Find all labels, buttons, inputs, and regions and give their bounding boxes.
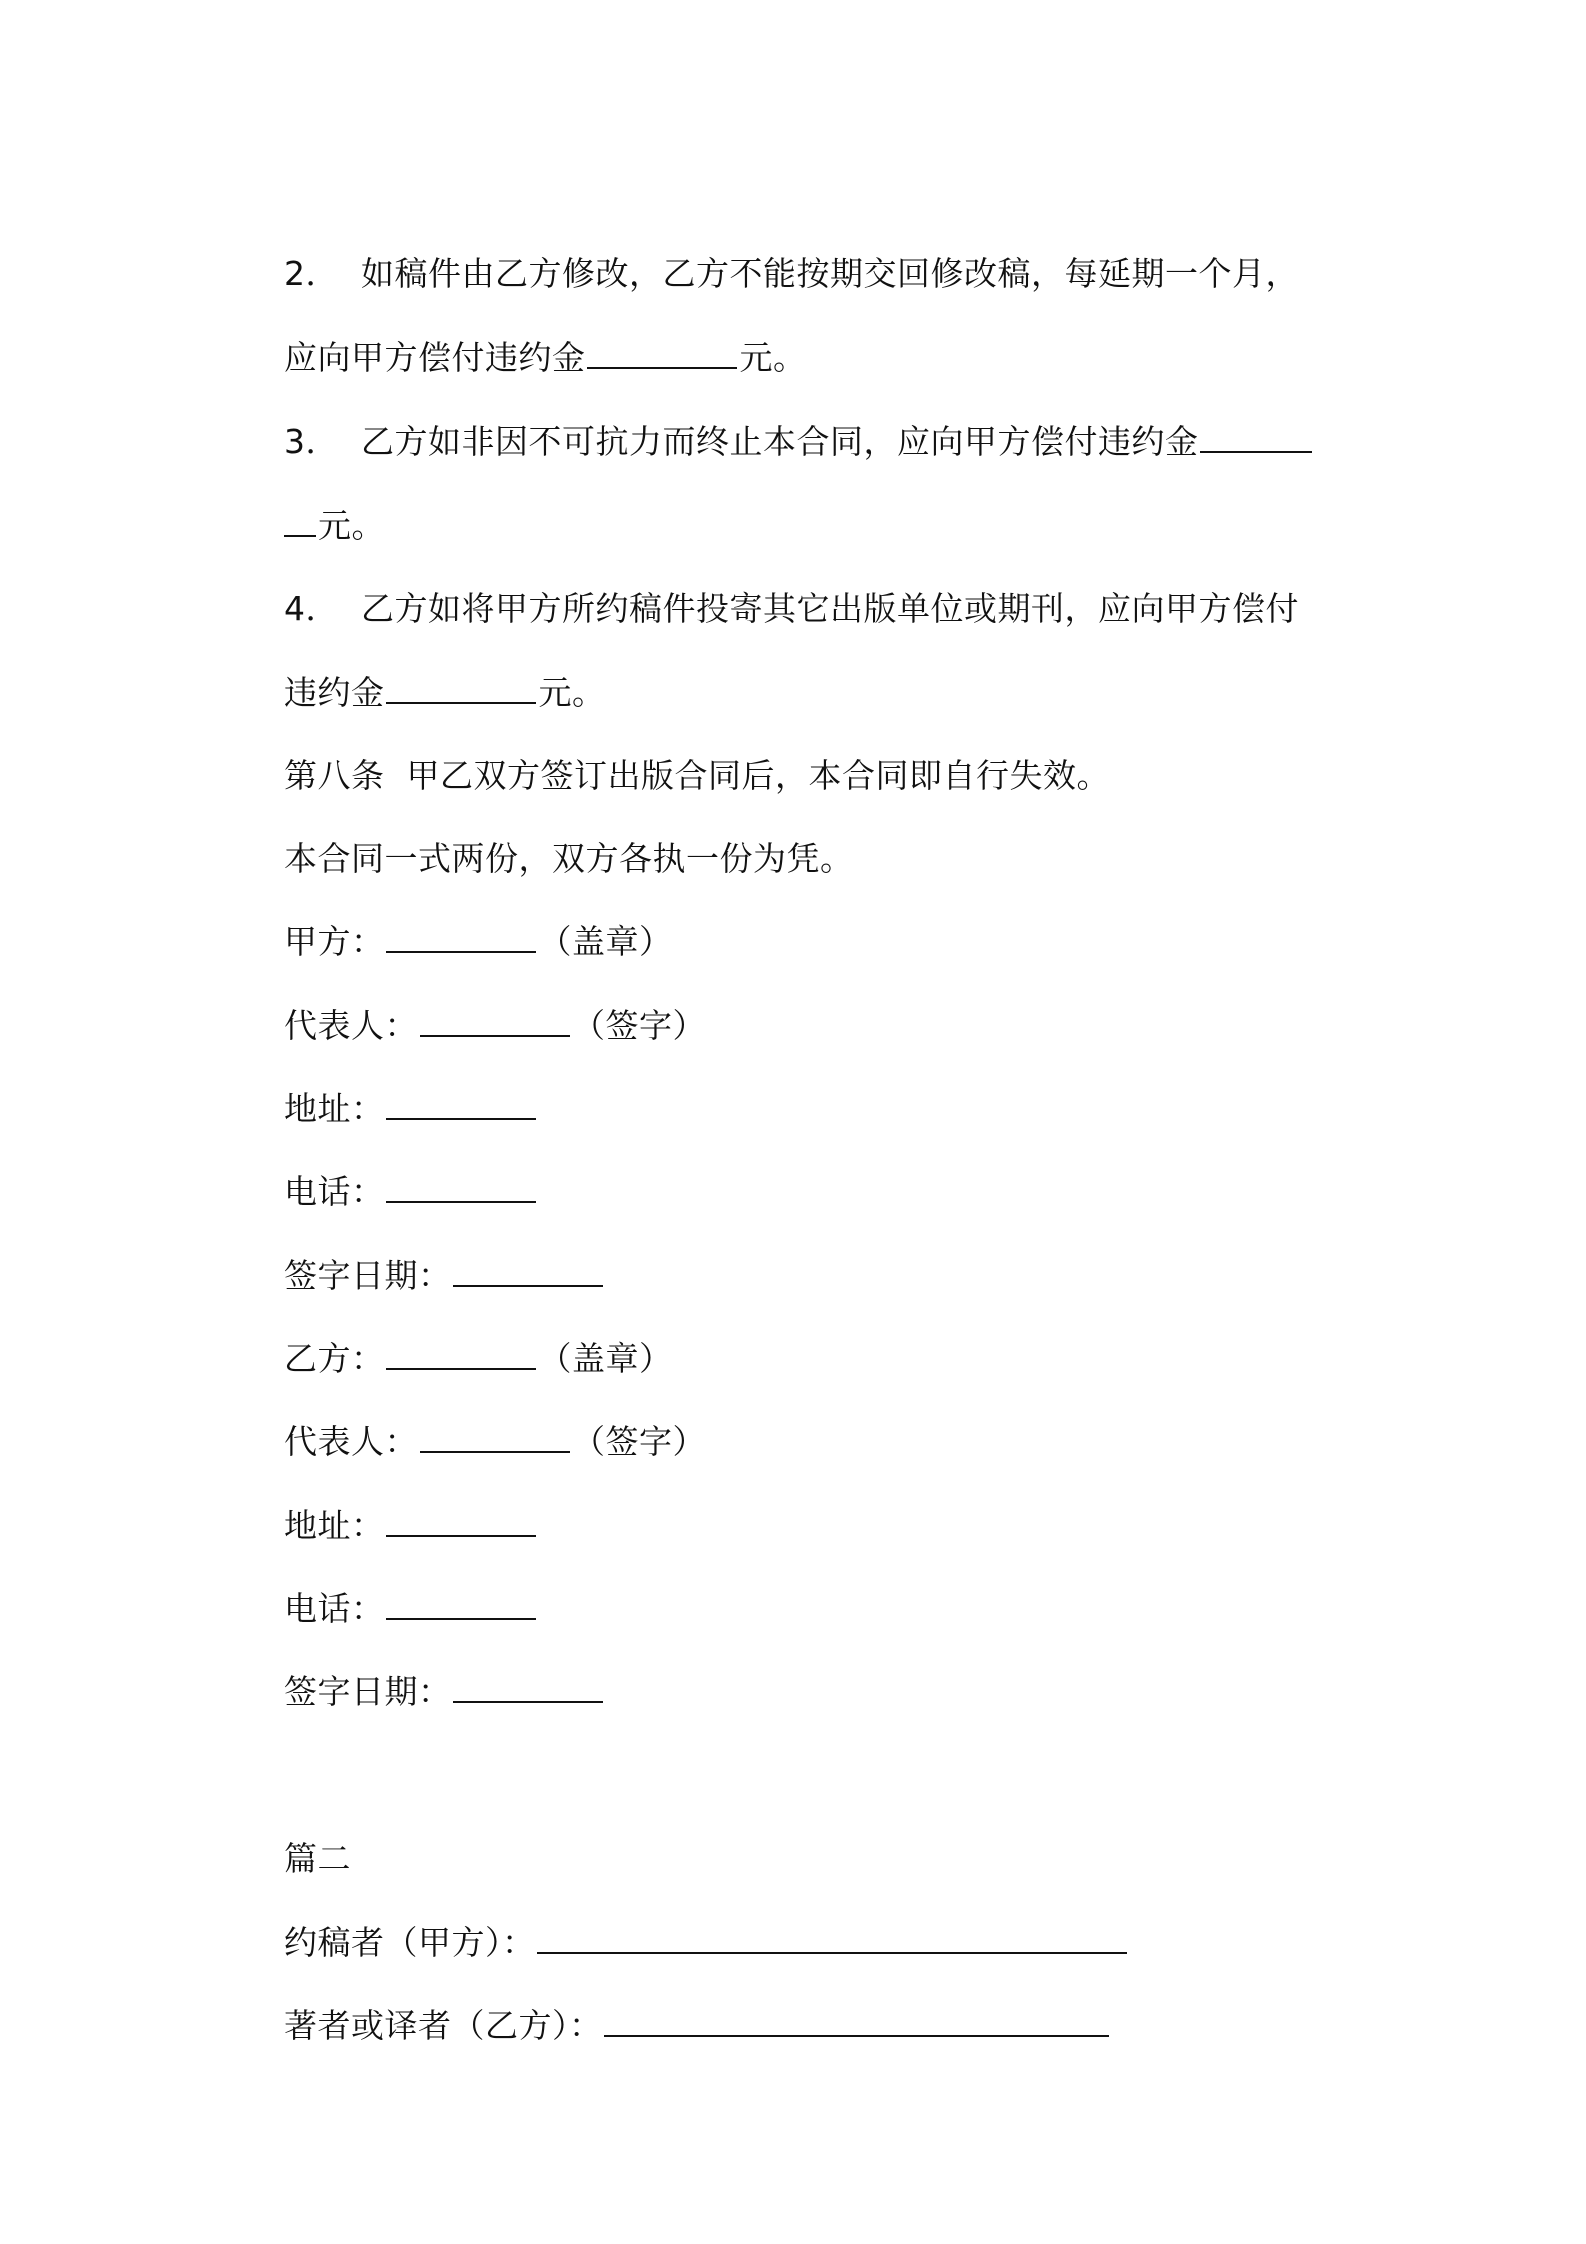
party-a-address-label: 地址： [283,1089,385,1128]
party-a-rep-field[interactable] [420,1005,570,1037]
clause-3-text: 3． 乙方如非因不可抗力而终止本合同，应向甲方偿付违约金 [283,422,1199,461]
copies-text: 本合同一式两份，双方各执一份为凭。 [283,839,854,878]
party-b-date-label: 签字日期： [283,1672,452,1711]
party-a-label: 甲方： [283,922,385,961]
party-a-sign-note: （签字） [571,1006,706,1045]
party-b-name-field[interactable] [386,1338,536,1370]
penalty-blank[interactable] [587,337,737,369]
party-b-phone-field[interactable] [386,1588,536,1620]
clause-4-suffix: 元。 [538,673,606,712]
clause-2-suffix: 元。 [739,338,807,377]
party-a-name-field[interactable] [386,921,536,953]
author-label: 著者或译者（乙方）： [283,2006,603,2045]
author-row [240,1960,1111,2092]
commissioner-label: 约稿者（甲方）： [283,1923,536,1962]
article-8-text: 第八条 甲乙双方签订出版合同后，本合同即自行失效。 [283,756,1110,795]
party-a-date-label: 签字日期： [283,1256,452,1295]
party-b-label: 乙方： [283,1339,385,1378]
party-b-date-field[interactable] [453,1671,603,1703]
party-a-rep-label: 代表人： [283,1006,418,1045]
clause-2-text: 2． 如稿件由乙方修改，乙方不能按期交回修改稿，每延期一个月， [283,254,1299,293]
party-a-date-field[interactable] [453,1255,603,1287]
party-b-rep-label: 代表人： [283,1422,418,1461]
party-b-address-label: 地址： [283,1506,385,1545]
party-a-address-field[interactable] [386,1088,536,1120]
party-b-rep-field[interactable] [420,1421,570,1453]
author-field[interactable] [604,2005,1109,2037]
party-a-phone-label: 电话： [283,1172,385,1211]
party-a-phone-field[interactable] [386,1171,536,1203]
party-b-address-field[interactable] [386,1505,536,1537]
party-b-date-row [240,1626,605,1758]
clause-3-suffix: 元。 [317,506,385,545]
clause-3-line-1 [240,376,1314,508]
party-b-phone-label: 电话： [283,1589,385,1628]
penalty-blank-continued[interactable] [284,505,316,537]
party-a-seal-note: （盖章） [538,922,673,961]
section-2-title: 篇二 [283,1839,351,1878]
party-b-sign-note: （签字） [571,1422,706,1461]
clause-4-text: 4． 乙方如将甲方所约稿件投寄其它出版单位或期刊，应向甲方偿付 [283,589,1299,628]
penalty-blank[interactable] [1200,421,1312,453]
penalty-blank[interactable] [386,672,536,704]
commissioner-field[interactable] [537,1922,1127,1954]
party-b-seal-note: （盖章） [538,1339,673,1378]
clause-2-prefix: 应向甲方偿付违约金 [283,338,586,377]
clause-4-prefix: 违约金 [283,673,385,712]
